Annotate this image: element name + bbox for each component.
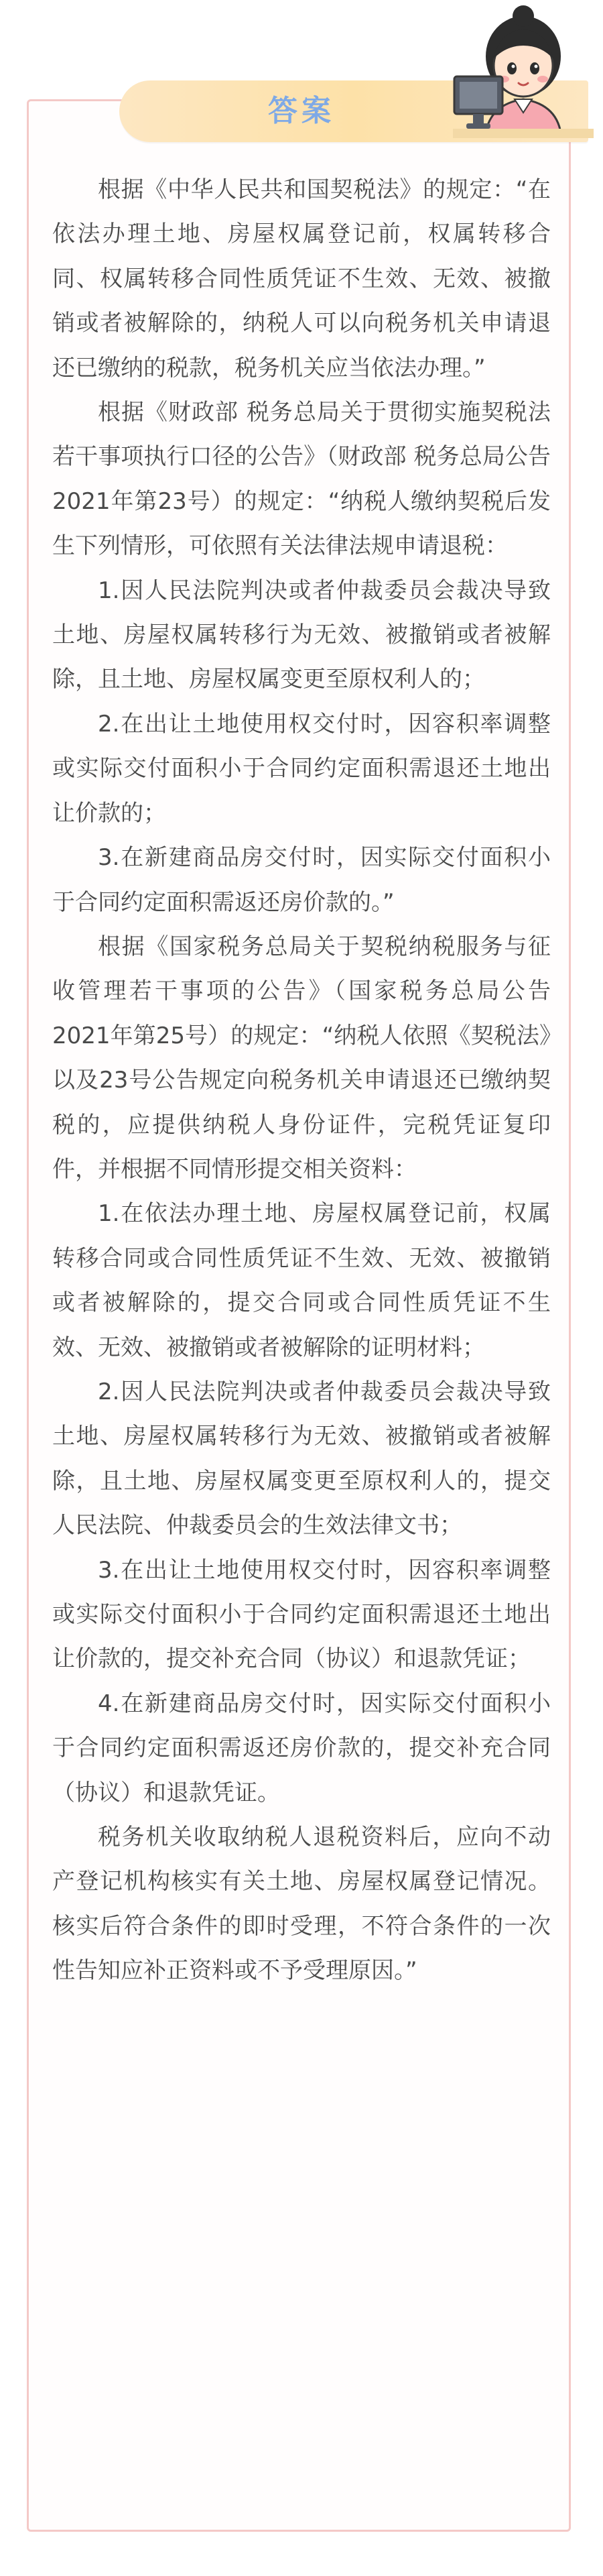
paragraph-material-3: 3.在出让土地使用权交付时，因容积率调整或实际交付面积小于合同约定面积需退还土地出让价款的，提交补充合同（协议）和退款凭证； xyxy=(52,1556,551,1673)
paragraph-intro-law: 根据《中华人民共和国契税法》的规定：“在依法办理土地、房屋权属登记前，权属转移合同、权属转移合同性质凭证不生效、无效、被撤销或者被解除的，纳税人可以向税务机关申请退还已缴纳的税款，税务机关应当依法办理。” xyxy=(52,176,551,382)
paragraph-refund-case-1: 1.因人民法院判决或者仲裁委员会裁决导致土地、房屋权属转移行为无效、被撤销或者被解除，且土地、房屋权属变更至原权利人的； xyxy=(52,577,551,693)
paragraph-verification: 税务机关收取纳税人退税资料后，应向不动产登记机构核实有关土地、房屋权属登记情况。核实后符合条件的即时受理，不符合条件的一次性告知应补正资料或不予受理原因。” xyxy=(52,1824,551,1985)
paragraph-refund-case-2: 2.在出让土地使用权交付时，因容积率调整或实际交付面积小于合同约定面积需退还土地出让价款的； xyxy=(52,710,551,827)
paragraph-material-2: 2.因人民法院判决或者仲裁委员会裁决导致土地、房屋权属转移行为无效、被撤销或者被解除，且土地、房屋权属变更至原权利人的，提交人民法院、仲裁委员会的生效法律文书； xyxy=(52,1378,551,1539)
answer-content xyxy=(52,168,551,1993)
paragraph-refund-case-3: 3.在新建商品房交付时，因实际交付面积小于合同约定面积需返还房价款的。” xyxy=(52,844,551,916)
girl-at-computer-icon xyxy=(453,4,594,138)
paragraph-announcement-23: 根据《财政部 税务总局关于贯彻实施契税法若干事项执行口径的公告》（财政部 税务总局公告2021年第23号）的规定：“纳税人缴纳契税后发生下列情形，可依照有关法律法规申请退税： xyxy=(52,399,551,560)
paragraph-announcement-25: 根据《国家税务总局关于契税纳税服务与征收管理若干事项的公告》（国家税务总局公告2021年第25号）的规定：“纳税人依照《契税法》以及23号公告规定向税务机关申请退还已缴纳契税的，应提供纳税人身份证件，完税凭证复印件，并根据不同情形提交相关资料： xyxy=(52,933,551,1183)
paragraph-material-4: 4.在新建商品房交付时，因实际交付面积小于合同约定面积需返还房价款的，提交补充合同（协议）和退款凭证。 xyxy=(52,1690,551,1806)
paragraph-material-1: 1.在依法办理土地、房屋权属登记前，权属转移合同或合同性质凭证不生效、无效、被撤销或者被解除的，提交合同或合同性质凭证不生效、无效、被撤销或者被解除的证明材料； xyxy=(52,1200,551,1361)
answer-title: 答案 xyxy=(268,94,335,128)
